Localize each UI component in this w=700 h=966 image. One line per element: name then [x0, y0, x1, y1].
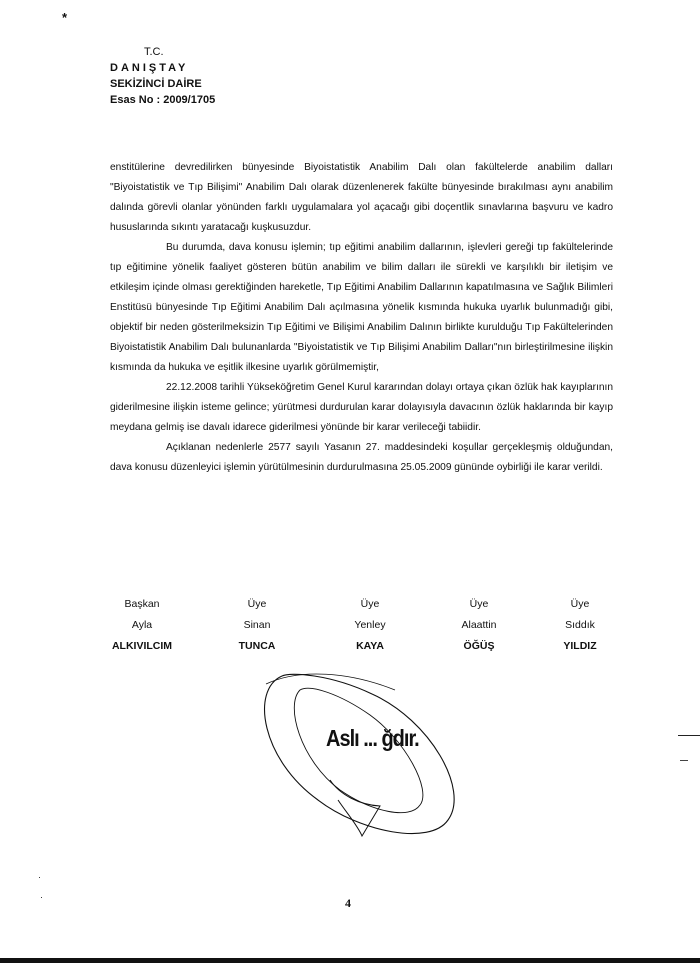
- signatory-5: [525, 594, 635, 657]
- stamp-text: Aslı ... ğdır.: [326, 726, 419, 752]
- signatory-last-name: ALKIVILCIM: [111, 640, 173, 652]
- signatory-1: [87, 594, 197, 657]
- signatory-role: Başkan: [124, 598, 160, 610]
- margin-mark: [678, 735, 700, 736]
- signatory-first-name: Alaattin: [461, 619, 497, 631]
- decision-body: [110, 158, 613, 478]
- paragraph-2: Bu durumda, dava konusu işlemin; tıp eğitimi anabilim dallarının, işlevleri gereği tıp fakültelerinde tıp eğitimine yönelik faaliyet gösteren bütün anabilim ve bilim dalları ile sürekli ve karşılıklı bir iletişim ve etkileşim içinde olması gerektiğinden hareketle, Tıp Eğitimi Anabilim Dallarının kapatılmasına ve Sağlık Bilimleri Enstitüsü bünyesinde Tıp Eğitimi Anabilim Dalı açılmasına yönelik kısmında hukuka uyarlık bulunmadığı gibi, objektif bir neden gösterilmeksizin Tıp Eğitimi ve Bilişimi Anabilim Dalının birlikte kurulduğu Tıp Fakültelerinden Biyoistatistik Anabilim Dalı bulunanlarda "Biyoistatistik ve Tıp Bilişimi Anabilim Dalları"nın birleştirilmesine ilişkin kısmında da hukuka ve eşitlik ilkesine uyarlık görülmemiştir,: [110, 242, 613, 373]
- header-dept: SEKİZİNCİ DAİRE: [110, 78, 202, 90]
- signatory-role: Üye: [469, 598, 489, 610]
- signatory-last-name: KAYA: [356, 640, 384, 652]
- signatory-last-name: TUNCA: [238, 640, 276, 652]
- signatory-last-name: YILDIZ: [563, 640, 597, 652]
- signatory-3: [315, 594, 425, 657]
- letterhead: [110, 44, 215, 108]
- case-label: Esas No: [110, 94, 154, 106]
- signatory-first-name: Sinan: [243, 619, 271, 631]
- page-number: 4: [345, 896, 351, 910]
- signatory-last-name: ÖĞÜŞ: [463, 640, 495, 652]
- corner-mark: *: [62, 10, 68, 25]
- header-tc: T.C.: [144, 46, 164, 58]
- paragraph-1: enstitülerine devredilirken bünyesinde Biyoistatistik Anabilim Dalı olan fakültelerde anabilim dalları "Biyoistatistik ve Tıp Bilişimi" Anabilim Dalı olarak düzenlenerek fakülte bünyesinde bırakılması aynı anabilim dalında görevli olanlar yönünden farklı uygulamalara yol açacağı gibi doçentlik sınavlarına başvuru ve kadro hususlarında sıkıntı yaratacağı kuşkusuzdur.: [110, 162, 613, 233]
- scan-speck: ·: [40, 892, 43, 902]
- scan-edge-bar: [0, 958, 700, 963]
- signatory-4: [424, 594, 534, 657]
- case-number-line: [110, 92, 215, 108]
- margin-mark: [680, 760, 688, 761]
- signatory-2: [202, 594, 312, 657]
- scan-speck: ·: [38, 872, 41, 882]
- signatory-first-name: Yenley: [354, 619, 386, 631]
- signatory-role: Üye: [570, 598, 590, 610]
- signatory-role: Üye: [360, 598, 380, 610]
- signatory-first-name: Sıddık: [565, 619, 595, 631]
- paragraph-3: 22.12.2008 tarihli Yükseköğretim Genel Kurul kararından dolayı ortaya çıkan özlük hak kayıplarının giderilmesine ilişkin isteme gelince; yürütmesi durdurulan karar dolayısıyla davacının özlük haklarında bir kayıp meydana gelmiş ise davalı idarece giderilmesi yönünde bir karar verileceği tabiidir.: [110, 382, 613, 433]
- case-number: : 2009/1705: [156, 94, 216, 106]
- header-org: DANIŞTAY: [110, 62, 189, 74]
- paragraph-4: Açıklanan nedenlerle 2577 sayılı Yasanın 27. maddesindeki koşullar gerçekleşmiş olduğundan, dava konusu düzenleyici işlemin yürütülmesinin durdurulmasına 25.05.2009 gününde oybirliği ile karar verildi.: [110, 442, 613, 473]
- signatory-role: Üye: [247, 598, 267, 610]
- signatory-first-name: Ayla: [131, 619, 153, 631]
